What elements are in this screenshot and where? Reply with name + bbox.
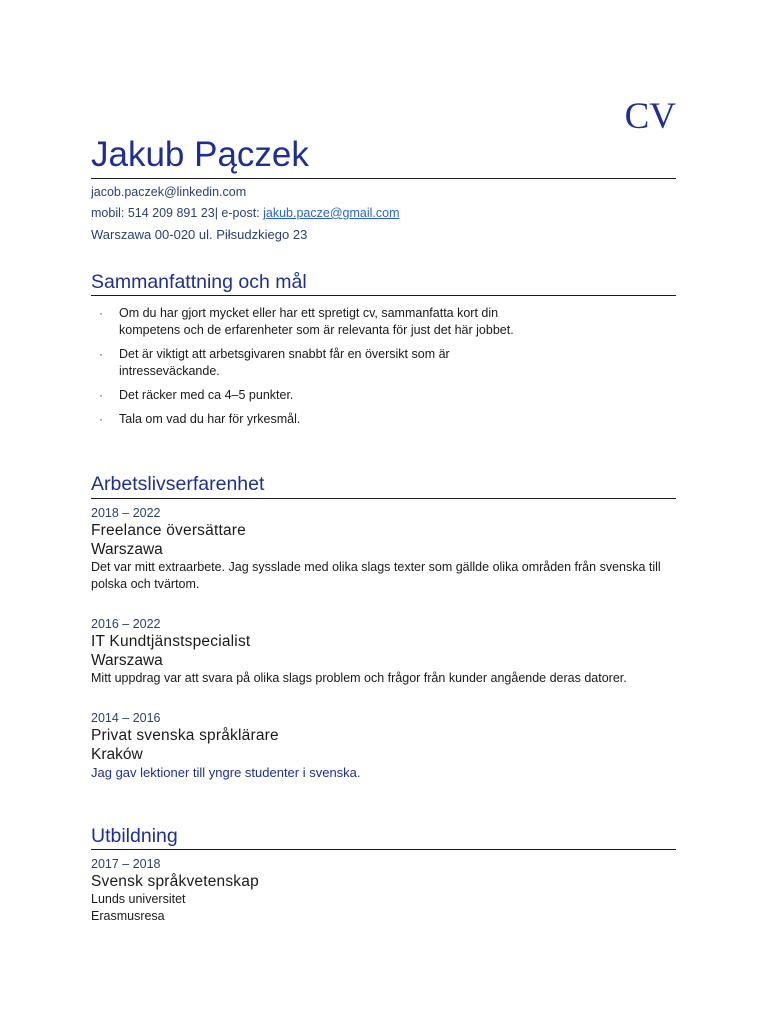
- education-entry: [91, 856, 676, 925]
- job-dates: 2016 – 2022: [91, 617, 161, 631]
- job-place: Warszawa: [91, 652, 163, 669]
- summary-item: · Tala om vad du har för yrkesmål.: [99, 412, 301, 426]
- job-dates: 2014 – 2016: [91, 711, 161, 725]
- job-role: Privat svenska språklärare: [91, 727, 279, 744]
- address-line: Warszawa 00-020 ul. Piłsudzkiego 23: [91, 227, 308, 242]
- phone-email-line: [91, 207, 399, 220]
- email-link[interactable]: jakub.pacze@gmail.com: [263, 206, 400, 220]
- education-divider: [91, 849, 676, 850]
- education-program: Svensk språkvetenskap: [91, 873, 259, 890]
- job-description: Mitt uppdrag var att svara på olika slags problem och frågor från kunder angående deras datorer.: [91, 671, 627, 685]
- experience-heading: Arbetslivserfarenhet: [91, 473, 265, 495]
- job-entry: [91, 505, 676, 593]
- job-dates: 2018 – 2022: [91, 506, 161, 520]
- job-role: IT Kundtjänstspecialist: [91, 633, 251, 650]
- summary-list: [91, 305, 551, 435]
- job-description: Jag gav lektioner till yngre studenter i svenska.: [91, 765, 361, 780]
- job-role: Freelance översättare: [91, 522, 246, 539]
- education-note: Erasmusresa: [91, 909, 165, 923]
- education-heading: Utbildning: [91, 825, 178, 847]
- job-entry: [91, 710, 676, 781]
- education-school: Lunds universitet: [91, 892, 186, 906]
- header-divider: [91, 178, 676, 179]
- bullet-icon: ·: [99, 388, 103, 402]
- summary-item: · Om du har gjort mycket eller har ett spretigt cv, sammanfatta kort din kompetens och de erfarenheter som är relevanta för just det här jobbet.: [99, 306, 514, 337]
- summary-divider: [91, 295, 676, 296]
- experience-divider: [91, 498, 676, 499]
- cv-mark: CV: [624, 96, 676, 137]
- bullet-icon: ·: [99, 347, 103, 361]
- candidate-name: Jakub Pączek: [91, 135, 309, 174]
- job-entry: [91, 616, 676, 687]
- job-place: Kraków: [91, 746, 143, 763]
- job-place: Warszawa: [91, 541, 163, 558]
- linkedin-line: jacob.paczek@linkedin.com: [91, 185, 247, 199]
- summary-heading: Sammanfattning och mål: [91, 271, 307, 293]
- job-description: Det var mitt extraarbete. Jag sysslade med olika slags texter som gällde olika områden från svenska till polska och tvärtom.: [91, 560, 661, 591]
- phone-text: mobil: 514 209 891 23| e-post:: [91, 206, 264, 220]
- summary-item: · Det räcker med ca 4–5 punkter.: [99, 388, 294, 402]
- summary-item: · Det är viktigt att arbetsgivaren snabbt får en översikt som är intresseväckande.: [99, 347, 450, 378]
- education-dates: 2017 – 2018: [91, 857, 161, 871]
- bullet-icon: ·: [99, 412, 103, 426]
- bullet-icon: ·: [99, 306, 103, 320]
